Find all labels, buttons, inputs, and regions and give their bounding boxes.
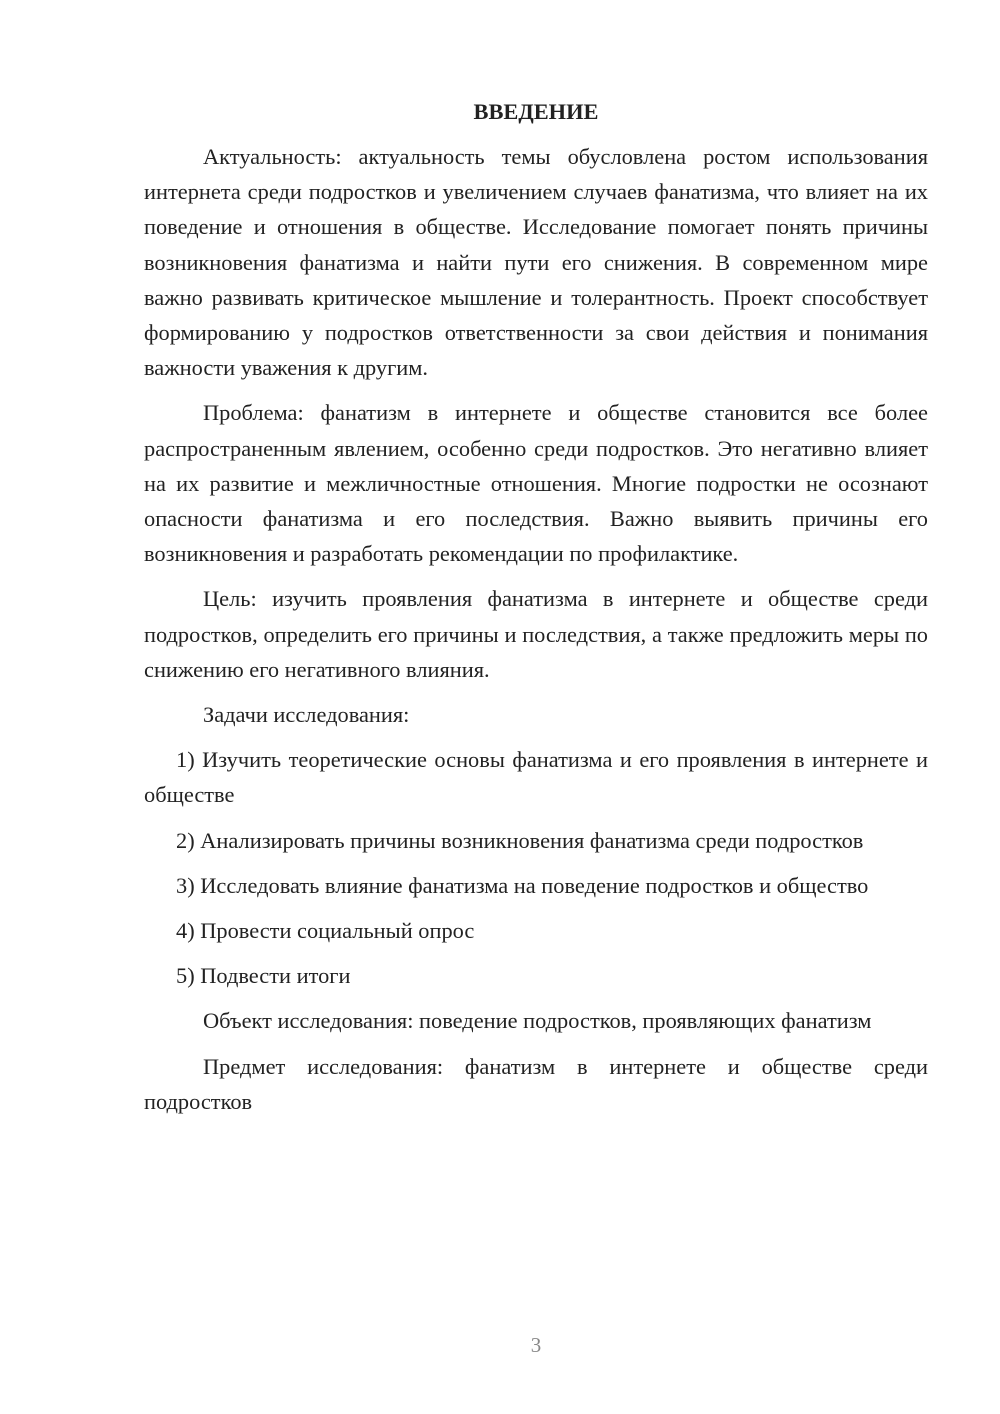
relevance-paragraph: Актуальность: актуальность темы обусловлена ростом использования интернета среди подростков и увеличением случаев фанатизма, что влияет на их поведение и отношения в обществе. Исследование помогает понять причины возникновения фанатизма и найти пути его снижения. В современном мире важно развивать критическое мышление и толерантность. Проект способствует формированию у подростков ответственности за свои действия и понимания важности уважения к другим. <box>144 144 928 381</box>
tasks-heading: Задачи исследования: <box>203 702 410 728</box>
page-content <box>144 94 928 1129</box>
research-subject-paragraph: Предмет исследования: фанатизм в интернете и обществе среди подростков <box>144 1053 928 1114</box>
task-item: 4) Провести социальный опрос <box>176 918 475 944</box>
goal-paragraph: Цель: изучить проявления фанатизма в интернете и обществе среди подростков, определить его причины и последствия, а также предложить меры по снижению его негативного влияния. <box>144 586 928 682</box>
page-title: ВВЕДЕНИЕ <box>473 99 599 124</box>
task-item: 1) Изучить теоретические основы фанатизма и его проявления в интернете и обществе <box>144 747 928 808</box>
page-number: 3 <box>530 1333 542 1357</box>
problem-paragraph: Проблема: фанатизм в интернете и обществе становится все более распространенным явлением, особенно среди подростков. Это негативно влияет на их развитие и межличностные отношения. Многие подростки не осознают опасности фанатизма и его последствия. Важно выявить причины его возникновения и разработать рекомендации по профилактике. <box>144 400 928 567</box>
research-object-paragraph: Объект исследования: поведение подростков, проявляющих фанатизм <box>203 1008 872 1034</box>
task-item: 5) Подвести итоги <box>176 963 351 989</box>
task-item: 2) Анализировать причины возникновения фанатизма среди подростков <box>176 827 864 853</box>
task-item: 3) Исследовать влияние фанатизма на поведение подростков и общество <box>176 872 869 898</box>
